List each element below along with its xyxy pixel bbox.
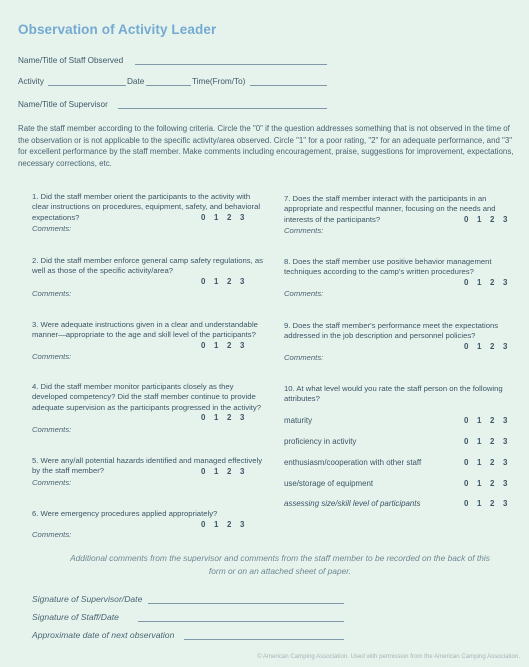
comments-label-2: Comments: [32,289,72,298]
additional-comments-note: Additional comments from the supervisor and comments from the staff member to be recorded on the back of this form or on an attached sheet of paper. [70,553,490,576]
rating-scale-8[interactable]: 0 1 2 3 [464,278,511,287]
rating-scale-2[interactable]: 0 1 2 3 [201,277,248,286]
rating-scale-equipment[interactable]: 0 1 2 3 [464,479,511,488]
staff-signature-label: Signature of Staff/Date [32,612,119,622]
attribute-equipment: use/storage of equipment [284,479,374,488]
question-9: 9. Does the staff member's performance meet the expectations addressed in the job description and personnel policies? [284,321,499,341]
question-6: 6. Were emergency procedures applied appropriately? [32,509,218,518]
question-1: 1. Did the staff member orient the participants to the activity with clear instructions on procedures, equipment, safety, and behavioral expectations? [32,192,261,222]
staff-observed-field[interactable] [135,64,327,65]
question-10: 10. At what level would you rate the staff person on the following attributes? [284,384,503,404]
comments-label-1: Comments: [32,224,72,233]
rating-scale-7[interactable]: 0 1 2 3 [464,215,511,224]
activity-field[interactable] [48,85,126,86]
time-field[interactable] [250,85,327,86]
attribute-proficiency: proficiency in activity [284,437,357,446]
comments-label-8: Comments: [284,289,324,298]
attribute-assessing: assessing size/skill level of participants [284,499,421,508]
rating-scale-9[interactable]: 0 1 2 3 [464,342,511,351]
question-8: 8. Does the staff member use positive behavior management techniques according to the camp's written procedures? [284,257,492,277]
rating-scale-maturity[interactable]: 0 1 2 3 [464,416,511,425]
rating-scale-enthusiasm[interactable]: 0 1 2 3 [464,458,511,467]
next-observation-field[interactable] [184,639,344,640]
rating-scale-5[interactable]: 0 1 2 3 [201,467,248,476]
date-label: Date [127,77,145,86]
copyright-footer: © American Camping Association. Used with permission from the American Camping Association. [257,653,520,660]
comments-label-7: Comments: [284,226,324,235]
time-label: Time(From/To) [192,77,246,86]
rating-scale-proficiency[interactable]: 0 1 2 3 [464,437,511,446]
rating-scale-1[interactable]: 0 1 2 3 [201,213,248,222]
supervisor-label: Name/Title of Supervisor [18,100,108,109]
rating-scale-assessing[interactable]: 0 1 2 3 [464,499,511,508]
comments-label-4: Comments: [32,425,72,434]
rating-scale-3[interactable]: 0 1 2 3 [201,341,248,350]
attribute-maturity: maturity [284,416,313,425]
question-5: 5. Were any/all potential hazards identified and managed effectively by the staff member? [32,456,263,476]
staff-observed-label: Name/Title of Staff Observed [18,56,124,65]
comments-label-9: Comments: [284,353,324,362]
rating-scale-4[interactable]: 0 1 2 3 [201,413,248,422]
supervisor-signature-field[interactable] [148,603,344,604]
instructions: Rate the staff member according to the following criteria. Circle the "0" if the question addresses something that is not observed in the time of the observation or is not applicable to the specific activity/area observed. Circle "1" for a poor rating, "2" for an adequate performance, and "3" for excellent performance by the staff member. Make comments including encouragement, praise, suggestions for improvement, expectations, necessary corrections, etc. [18,124,514,168]
date-field[interactable] [146,85,191,86]
question-2: 2. Did the staff member enforce general camp safety regulations, as well as those of the specific activity/area? [32,256,264,276]
comments-label-3: Comments: [32,352,72,361]
question-3: 3. Were adequate instructions given in a clear and understandable manner—appropriate to the age and skill level of the participants? [32,320,258,340]
supervisor-field[interactable] [118,108,327,109]
next-observation-label: Approximate date of next observation [32,630,175,640]
staff-signature-field[interactable] [138,621,344,622]
attribute-enthusiasm: enthusiasm/cooperation with other staff [284,458,422,467]
form-title: Observation of Activity Leader [18,22,217,37]
supervisor-signature-label: Signature of Supervisor/Date [32,594,143,604]
question-4: 4. Did the staff member monitor participants closely as they developed competency? Did the staff member continue to provide adequate supervision as the participants progressed in the activity? [32,382,262,412]
comments-label-6: Comments: [32,530,72,539]
question-7: 7. Does the staff member interact with the participants in an appropriate and respectful manner, focusing on the needs and interests of the participants? [284,194,496,224]
activity-label: Activity [18,77,44,86]
rating-scale-6[interactable]: 0 1 2 3 [201,520,248,529]
comments-label-5: Comments: [32,478,72,487]
